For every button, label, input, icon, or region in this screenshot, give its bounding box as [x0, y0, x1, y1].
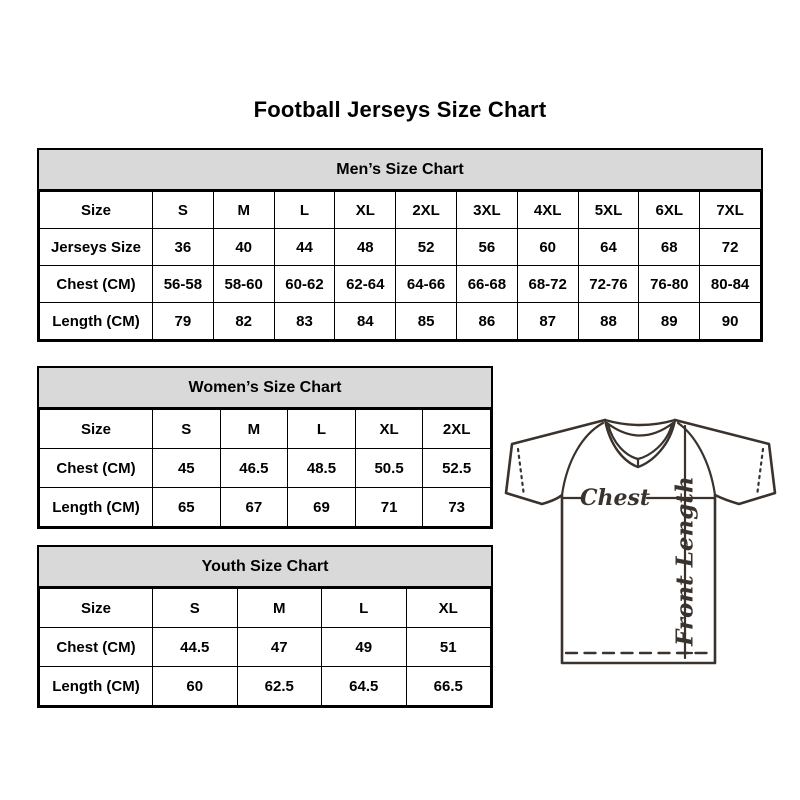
table-cell: 60	[517, 229, 578, 266]
youth-size-chart-title: Youth Size Chart	[39, 547, 491, 588]
table-row	[40, 303, 761, 340]
table-cell: 82	[213, 303, 274, 340]
row-label: Chest (CM)	[40, 628, 153, 667]
jersey-measurement-diagram	[498, 396, 783, 681]
column-header: 7XL	[700, 192, 761, 229]
table-cell: 58-60	[213, 266, 274, 303]
row-label: Chest (CM)	[40, 266, 153, 303]
table-cell: 72	[700, 229, 761, 266]
table-cell: 85	[396, 303, 457, 340]
table-cell: 69	[288, 488, 356, 527]
table-cell: 64.5	[322, 667, 407, 706]
row-label: Length (CM)	[40, 303, 153, 340]
table-cell: 51	[406, 628, 491, 667]
table-cell: 49	[322, 628, 407, 667]
column-header: L	[322, 589, 407, 628]
table-cell: 66.5	[406, 667, 491, 706]
column-header: S	[153, 410, 221, 449]
table-cell: 56	[456, 229, 517, 266]
womens-size-table	[39, 409, 491, 527]
table-cell: 45	[153, 449, 221, 488]
row-label: Length (CM)	[40, 667, 153, 706]
row-label: Size	[40, 589, 153, 628]
table-cell: 62-64	[335, 266, 396, 303]
table-cell: 48	[335, 229, 396, 266]
column-header: L	[274, 192, 335, 229]
table-cell: 68	[639, 229, 700, 266]
table-row	[40, 266, 761, 303]
column-header: M	[237, 589, 322, 628]
table-cell: 44	[274, 229, 335, 266]
row-label: Jerseys Size	[40, 229, 153, 266]
table-cell: 88	[578, 303, 639, 340]
column-header: S	[153, 192, 214, 229]
womens-size-chart-title: Women’s Size Chart	[39, 368, 491, 409]
table-cell: 44.5	[153, 628, 238, 667]
table-cell: 80-84	[700, 266, 761, 303]
table-cell: 79	[153, 303, 214, 340]
column-header: 4XL	[517, 192, 578, 229]
table-cell: 83	[274, 303, 335, 340]
table-cell: 56-58	[153, 266, 214, 303]
mens-size-chart	[37, 148, 763, 342]
page-title: Football Jerseys Size Chart	[253, 97, 547, 122]
youth-size-chart	[37, 545, 493, 708]
table-row	[40, 410, 491, 449]
table-cell: 64-66	[396, 266, 457, 303]
table-cell: 87	[517, 303, 578, 340]
column-header: L	[288, 410, 356, 449]
table-row	[40, 589, 491, 628]
table-cell: 48.5	[288, 449, 356, 488]
table-cell: 52	[396, 229, 457, 266]
mens-size-table	[39, 191, 761, 340]
table-cell: 50.5	[355, 449, 423, 488]
table-cell: 72-76	[578, 266, 639, 303]
table-cell: 76-80	[639, 266, 700, 303]
table-row	[40, 192, 761, 229]
row-label: Size	[40, 192, 153, 229]
table-cell: 68-72	[517, 266, 578, 303]
table-cell: 62.5	[237, 667, 322, 706]
table-cell: 73	[423, 488, 491, 527]
table-cell: 84	[335, 303, 396, 340]
table-cell: 86	[456, 303, 517, 340]
column-header: 3XL	[456, 192, 517, 229]
table-row	[40, 628, 491, 667]
column-header: 2XL	[396, 192, 457, 229]
jersey-outline-icon	[498, 396, 783, 681]
column-header: S	[153, 589, 238, 628]
column-header: XL	[406, 589, 491, 628]
column-header: 2XL	[423, 410, 491, 449]
chest-measure-label: Chest	[579, 485, 651, 511]
column-header: XL	[355, 410, 423, 449]
column-header: M	[220, 410, 288, 449]
table-cell: 67	[220, 488, 288, 527]
table-cell: 66-68	[456, 266, 517, 303]
womens-size-chart	[37, 366, 493, 529]
table-row	[40, 449, 491, 488]
row-label: Chest (CM)	[40, 449, 153, 488]
table-row	[40, 229, 761, 266]
front-length-measure-label: Front Length	[671, 476, 699, 646]
youth-size-table	[39, 588, 491, 706]
table-cell: 40	[213, 229, 274, 266]
table-cell: 90	[700, 303, 761, 340]
column-header: 5XL	[578, 192, 639, 229]
table-row	[40, 667, 491, 706]
table-cell: 71	[355, 488, 423, 527]
table-cell: 64	[578, 229, 639, 266]
row-label: Size	[40, 410, 153, 449]
table-cell: 65	[153, 488, 221, 527]
row-label: Length (CM)	[40, 488, 153, 527]
table-cell: 46.5	[220, 449, 288, 488]
table-cell: 89	[639, 303, 700, 340]
column-header: XL	[335, 192, 396, 229]
table-cell: 47	[237, 628, 322, 667]
table-row	[40, 488, 491, 527]
table-cell: 36	[153, 229, 214, 266]
table-cell: 60-62	[274, 266, 335, 303]
table-cell: 60	[153, 667, 238, 706]
column-header: 6XL	[639, 192, 700, 229]
table-cell: 52.5	[423, 449, 491, 488]
column-header: M	[213, 192, 274, 229]
mens-size-chart-title: Men’s Size Chart	[39, 150, 761, 191]
